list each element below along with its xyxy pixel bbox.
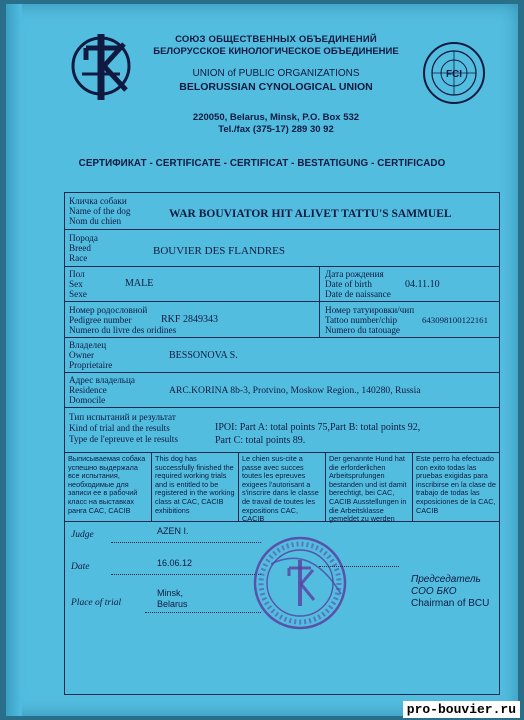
certificate-form [64,192,500,695]
pedigree-tattoo-row [65,302,499,338]
place-value-line-2: Belarus [157,599,188,609]
official-stamp-icon [251,534,349,632]
residence-label-fr: Domocile [69,395,106,405]
chairman-title-ru-1: Председатель [411,574,481,585]
date-line [111,574,261,575]
date-label: Date [71,562,90,572]
org-name-ru-2: БЕЛОРУССКОЕ КИНОЛОГИЧЕСКОЕ ОБЪЕДИНЕНИЕ [153,46,399,57]
chairman-title-ru-2: СОО БКО [411,586,457,597]
tattoo-label-en: Tattoo number/chip [325,315,398,325]
signature-area [65,522,499,694]
pedigree-label-fr: Numero du livre des oridines [69,325,177,335]
breed-value: BOUVIER DES FLANDRES [153,245,286,257]
owner-row [65,338,499,373]
judge-label: Judge [71,530,94,540]
statement-es: Este perro ha efectuado con exito todas las pruebas exigidas para inscribirse en la clase de trabajo de todas las exposiciones de la CAC, CACIB [416,454,496,515]
breed-label-en: Breed [69,243,91,253]
trial-label-en: Kind of trial and the results [69,423,170,433]
org-name-en-2: BELORUSSIAN CYNOLOGICAL UNION [179,81,373,93]
dog-name-label-en: Name of the dog [69,206,131,216]
place-line [145,612,261,613]
fci-logo-text: FCI [445,69,463,80]
bko-logo-icon [68,30,134,102]
dog-name-value: WAR BOUVIATOR HIT ALIVET TATTU'S SAMMUEL [169,208,452,220]
statement-ru: Выписываемая собака успешно выдержала все испытания, необходимые для записи ее в рабочий класс на выставках ранга CAC, CACIB [65,453,152,521]
sex-label-en: Sex [69,279,83,289]
pedigree-label-en: Pedigree number [69,315,132,325]
sex-value: MALE [125,278,154,289]
trial-result-line-1: IPOI: Part A: total points 75,Part B: total points 92, [215,422,421,433]
divider [319,302,320,337]
fci-logo-icon [421,40,487,106]
statement-en: This dog has successfully finished the required working trials and is entitled to be registered in the working class at CAC, CACIB exhibitions [152,453,239,521]
dob-value: 04.11.10 [405,279,440,290]
certificate-title: СЕРТИФИКАТ - CERTIFICATE - CERTIFICAT - BESTATIGUNG - CERTIFICADO [78,158,446,169]
breed-label-ru: Порода [69,233,98,243]
org-address: 220050, Belarus, Minsk, P.O. Box 532 [192,112,360,123]
tattoo-label-ru: Номер татуировки/чип [325,305,415,315]
dob-label-fr: Date de naissance [325,289,391,299]
dog-name-label-ru: Кличка собаки [69,196,127,206]
date-value: 16.06.12 [157,558,193,568]
trial-label-ru: Тип испытаний и результат [69,412,176,422]
org-name-en-1: UNION of PUBLIC ORGANIZATIONS [192,68,360,79]
chairman-title-en: Chairman of BCU [411,598,490,609]
divider [319,267,320,301]
judge-value: AZEN I. [157,526,189,536]
residence-row [65,373,499,408]
scan-edge [6,4,22,716]
breed-label-fr: Race [69,253,88,263]
org-phone: Tel./fax (375-17) 289 30 92 [218,124,334,135]
chairman-signature-line [319,566,399,567]
statement-de: Der genannte Hund hat die erforderlichen Arbeitsprufungen bestanden und ist damit berechtigt, bei CAC, CACIB Ausstellungen in die Arbeitsklasse gemeldet zu werden [326,453,413,521]
tattoo-value: 643098100122161 [422,315,488,325]
dog-name-label-fr: Nom du chien [69,216,122,226]
place-label: Place of trial [71,598,122,608]
owner-label-fr: Proprietaire [69,360,113,370]
pedigree-label-ru: Номер родословной [69,305,148,315]
dob-label-en: Date of birth [325,279,372,289]
pedigree-value: RKF 2849343 [161,314,218,325]
breed-row [65,230,499,267]
statement-fr: Le chien sus-cite a passe avec succes toutes les epreuves exigees l'autorisant a s'inscrire dans le classe de travail de toutes les expositions CAC, CACIB [239,453,326,521]
org-name-ru-1: СОЮЗ ОБЩЕСТВЕННЫХ ОБЪЕДИНЕНИЙ [175,34,377,45]
residence-label-ru: Адрес владельца [69,375,135,385]
site-watermark: pro-bouvier.ru [403,701,520,718]
judge-line [111,542,261,543]
dog-name-row [65,193,499,230]
place-value-line-1: Minsk, [157,588,184,598]
owner-value: BESSONOVA S. [169,350,238,361]
trial-row [65,408,499,453]
languages-row [65,453,499,522]
dob-label-ru: Дата рождения [325,269,384,279]
trial-result-line-2: Part C: total points 89. [215,435,306,446]
sex-dob-row [65,267,499,302]
owner-label-ru: Владелец [69,340,107,350]
sex-label-fr: Sexe [69,289,87,299]
tattoo-label-fr: Numero du tatouage [325,325,401,335]
sex-label-ru: Пол [69,269,85,279]
residence-value: ARC.KORINA 8b-3, Protvino, Moskow Region., 140280, Russia [169,385,421,396]
trial-label-fr: Type de l'epreuve et le results [69,434,178,444]
owner-label-en: Owner [69,350,95,360]
residence-label-en: Residence [69,385,107,395]
certificate-sheet [6,4,518,716]
